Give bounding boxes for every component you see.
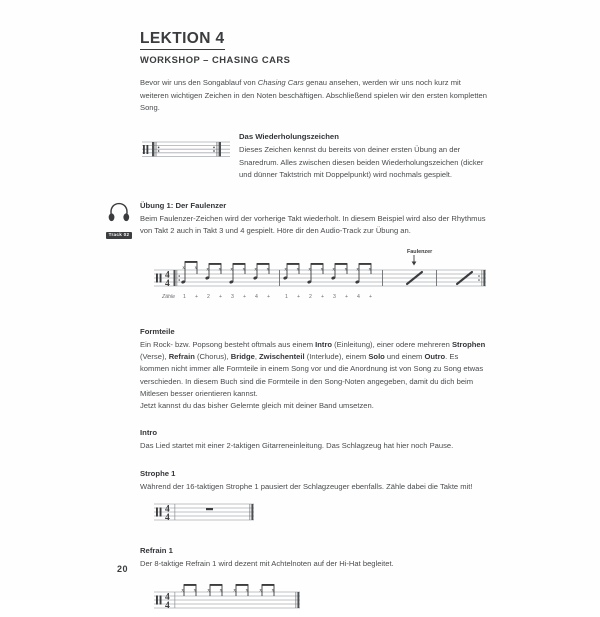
svg-text:x: x — [219, 587, 223, 594]
svg-text:x: x — [233, 587, 237, 594]
refrain-body: Der 8-taktige Refrain 1 wird dezent mit Achtelnoten auf der Hi-Hat begleitet. — [140, 559, 394, 569]
page-number: 20 — [117, 564, 129, 574]
svg-text:x: x — [194, 264, 198, 271]
intro-paragraph — [140, 77, 488, 114]
svg-text:x: x — [356, 266, 360, 273]
song-title-italic: Chasing Cars — [257, 78, 304, 88]
svg-text:x: x — [259, 587, 263, 594]
repeat-sign-heading: Das Wiederholungszeichen — [239, 132, 339, 142]
svg-text:x: x — [266, 266, 270, 273]
formteil-term: Intro — [315, 339, 333, 349]
formteile-paragraph-1 — [140, 339, 488, 400]
strophe-body: Während der 16-taktigen Strophe 1 pausiert der Schlagzeuger ebenfalls. Zähle dabei die Takte mit! — [140, 481, 473, 491]
repeat-sign-body: Dieses Zeichen kennst du bereits von deiner ersten Übung an der Snaredrum. Alles zwischen diesen beiden Wiederholungszeichen (dicker und dünner Taktstrich mit Doppelpunkt) wird nochmals gespielt. — [239, 145, 484, 179]
formteil-term: Bridge — [230, 352, 255, 361]
svg-text:3: 3 — [231, 293, 234, 300]
headphone-icon — [106, 201, 132, 223]
refrain-hihat-staff-svg — [152, 576, 302, 612]
svg-text:x: x — [254, 266, 258, 273]
svg-text:+: + — [321, 293, 325, 300]
svg-text:1: 1 — [183, 293, 186, 300]
count-label: Zähle — [162, 293, 175, 300]
uebung-text-block — [140, 201, 488, 238]
formteil-term: Refrain — [168, 352, 195, 361]
svg-text:4: 4 — [255, 293, 258, 300]
workshop-subtitle: WORKSHOP – CHASING CARS — [140, 54, 291, 66]
svg-text:+: + — [267, 293, 271, 300]
strophe-heading: Strophe 1 — [140, 468, 176, 478]
svg-text:x: x — [320, 266, 324, 273]
time-signature-top: 4 — [165, 270, 170, 281]
svg-text:x: x — [271, 587, 275, 594]
formteile-paragraph-2: Jetzt kannst du das bisher Gelernte gleich mit deiner Band umsetzen. — [140, 401, 374, 411]
svg-text:4: 4 — [165, 512, 170, 523]
formteil-term: Zwischenteil — [259, 352, 305, 361]
svg-text:x: x — [296, 266, 300, 273]
formteil-term: Strophen — [451, 339, 486, 349]
formteil-term: Solo — [368, 352, 385, 361]
refrain-hihat-staff — [152, 576, 488, 617]
svg-text:2: 2 — [309, 293, 312, 300]
svg-text:4: 4 — [165, 601, 170, 612]
intro-body: Das Lied startet mit einer 2-taktigen Gitarreneinleitung. Das Schlagzeug hat hier noch Pause. — [140, 441, 454, 451]
page-header — [140, 30, 488, 114]
refrain-heading: Refrain 1 — [140, 546, 173, 556]
track-marker — [102, 201, 136, 241]
svg-text:4: 4 — [357, 293, 360, 300]
svg-text:x: x — [368, 266, 372, 273]
svg-text:4: 4 — [165, 504, 170, 515]
refrain-section — [140, 546, 488, 617]
repeat-sign-staff-svg — [140, 136, 232, 162]
svg-text:x: x — [181, 587, 185, 594]
svg-text:x: x — [245, 587, 249, 594]
strophe-section — [140, 469, 488, 530]
formteile-section — [140, 327, 488, 413]
svg-text:x: x — [308, 266, 312, 273]
measure-1-notes — [181, 261, 270, 284]
svg-text:x: x — [230, 266, 234, 273]
count-row — [183, 294, 372, 300]
svg-text:x: x — [207, 587, 211, 594]
svg-text:+: + — [219, 293, 223, 300]
measure-2-notes — [283, 263, 372, 284]
formteile-rich-text: Ein Rock- bzw. Popsong besteht oftmals aus einem Intro (Einleitung), einer odere mehreren Strophen (Verse), Refrain (Chorus), Bridge, Zwischenteil (Interlude), einem Solo und einem Outro. Es kommen nicht immer alle Formteile in einem Song vor und die Anordnung ist von Song zu Song etwas verschieden. In diesem Buch sind die Formteile in den Song-Noten angegeben, damit du dich beim Mitlesen besser orientieren kannst. — [140, 339, 486, 398]
uebung-heading: Übung 1: Der Faulenzer — [140, 201, 227, 211]
uebung-body: Beim Faulenzer-Zeichen wird der vorherige Takt wiederholt. In diesem Beispiel wird also der Rhythmus von Takt 2 auch in Takt 3 und 4 gespielt. Höre dir den Audio-Track zur Übung an. — [140, 214, 486, 236]
track-badge: Track 02 — [106, 232, 133, 240]
intro-section — [140, 428, 488, 452]
svg-text:x: x — [218, 266, 222, 273]
svg-text:+: + — [297, 293, 301, 300]
time-signature-bottom: 4 — [165, 278, 170, 289]
repeat-sign-staff — [140, 136, 232, 162]
strophe-rest-staff-svg — [152, 499, 256, 525]
svg-text:x: x — [182, 264, 186, 271]
svg-text:2: 2 — [207, 293, 210, 300]
svg-text:1: 1 — [285, 293, 288, 300]
svg-text:+: + — [369, 293, 373, 300]
svg-text:x: x — [332, 266, 336, 273]
intro-paragraph-text: Bevor wir uns den Songablauf von Chasing Cars genau ansehen, werden wir uns noch kurz mit weiteren wichtigen Zeichen in den Noten beschäftigen. Abschließend spielen wir den ersten kompletten Song. — [140, 78, 487, 112]
repeat-sign-text-block — [239, 132, 488, 181]
svg-text:x: x — [284, 266, 288, 273]
svg-text:x: x — [242, 266, 246, 273]
svg-text:x: x — [193, 587, 197, 594]
faulenzer-annotation: Faulenzer — [407, 248, 433, 255]
page-title: LEKTION 4 — [140, 30, 225, 50]
repeat-sign-section — [140, 132, 488, 181]
svg-text:x: x — [344, 266, 348, 273]
strophe-rest-staff — [152, 499, 488, 530]
uebung-notation-svg — [152, 244, 488, 306]
uebung-notation — [152, 244, 488, 311]
formteil-term: Outro — [424, 352, 446, 361]
svg-text:4: 4 — [165, 592, 170, 603]
svg-text:+: + — [243, 293, 247, 300]
svg-text:+: + — [345, 293, 349, 300]
formteile-heading: Formteile — [140, 326, 175, 336]
uebung-section — [108, 201, 488, 311]
svg-text:x: x — [206, 266, 210, 273]
hihat-eighth-notes — [181, 584, 274, 596]
intro-heading: Intro — [140, 428, 158, 438]
svg-text:3: 3 — [333, 293, 336, 300]
svg-text:+: + — [195, 293, 199, 300]
